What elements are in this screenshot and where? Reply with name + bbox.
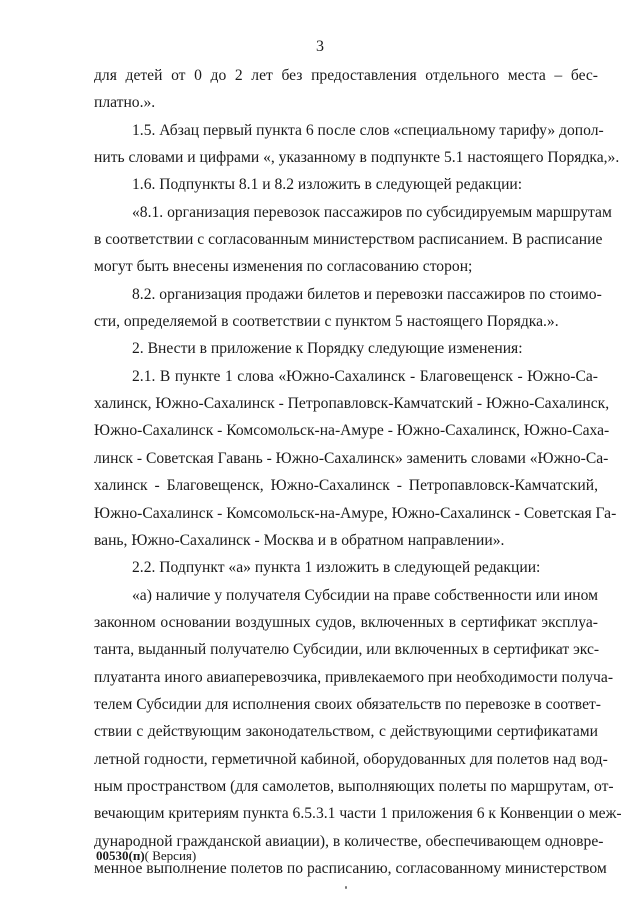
text-line: летной годности, герметичной кабиной, оборудованных для полетов над вод- xyxy=(94,750,608,768)
text-line: «8.1. организация перевозок пассажиров по субсидируемым маршрутам xyxy=(132,203,612,221)
paragraph xyxy=(94,335,598,362)
text-line: 8.2. организация продажи билетов и перевозки пассажиров по стоимо- xyxy=(132,285,602,303)
text-line: ным пространством (для самолетов, выполняющих полеты по маршрутам, от- xyxy=(94,777,614,795)
text-line: халинск - Благовещенск, Южно-Сахалинск - Петропавловск-Камчатский, xyxy=(94,477,598,495)
text-line: сти, определяемой в соответствии с пунктом 5 настоящего Порядка.». xyxy=(94,313,559,331)
text-line: 2. Внести в приложение к Порядку следующие изменения: xyxy=(132,340,523,358)
text-line: «а) наличие у получателя Субсидии на праве собственности или ином xyxy=(132,586,599,604)
text-line: законном основании воздушных судов, включенных в сертификат эксплуа- xyxy=(94,613,598,631)
text-line: 2.2. Подпункт «а» пункта 1 изложить в следующей редакции: xyxy=(132,559,541,577)
text-line: Южно-Сахалинск - Комсомольск-на-Амуре, Южно-Сахалинск - Советская Га- xyxy=(94,504,617,522)
page-number: 3 xyxy=(316,38,324,55)
text-line: 1.6. Подпункты 8.1 и 8.2 изложить в следующей редакции: xyxy=(132,176,523,194)
paragraph xyxy=(94,281,602,336)
text-line: менное выполнение полетов по расписанию, согласованному министерством xyxy=(94,859,607,877)
document-body xyxy=(94,62,622,882)
text-line: нить словами и цифрами «, указанному в подпункте 5.1 настоящего Порядка,». xyxy=(94,149,620,167)
paragraph xyxy=(94,554,598,581)
text-line: плуатанта иного авиаперевозчика, привлекаемого при необходимости получа- xyxy=(94,668,614,686)
text-line: 1.5. Абзац первый пункта 6 после слов «специальному тарифу» допол- xyxy=(132,121,604,139)
text-line: вечающим критериям пункта 6.5.3.1 части 1 приложения 6 к Конвенции о меж- xyxy=(94,805,622,823)
text-line: в соответствии с согласованным министерством расписанием. В расписание xyxy=(94,231,603,249)
text-line: для детей от 0 до 2 лет без предоставления отдельного места – бес- xyxy=(94,67,598,84)
document-version-label: ( Версия) xyxy=(144,848,197,863)
text-line: ствии с действующим законодательством, с действующими сертификатами xyxy=(94,723,598,741)
text-line: Южно-Сахалинск - Комсомольск-на-Амуре - Южно-Сахалинск, Южно-Саха- xyxy=(94,422,610,440)
text-line: 2.1. В пункте 1 слова «Южно-Сахалинск - Благовещенск - Южно-Са- xyxy=(132,367,598,385)
text-line: дународной гражданской авиации), в количестве, обеспечивающем одновре- xyxy=(94,832,604,850)
text-line: телем Субсидии для исполнения своих обязательств по перевозке в соответ- xyxy=(94,695,601,713)
document-code: 00530(п) xyxy=(96,848,145,863)
paragraph xyxy=(94,582,622,883)
paragraph xyxy=(94,171,598,198)
text-line: линск - Советская Гавань - Южно-Сахалинск» заменить словами «Южно-Са- xyxy=(94,449,609,467)
paragraph xyxy=(94,199,612,281)
paragraph xyxy=(94,363,617,554)
document-footer xyxy=(96,848,196,863)
text-line: вань, Южно-Сахалинск - Москва и в обратном направлении». xyxy=(94,531,505,549)
paragraph xyxy=(94,117,620,172)
text-line: халинск, Южно-Сахалинск - Петропавловск-Камчатский - Южно-Сахалинск, xyxy=(94,395,610,413)
text-line: платно.». xyxy=(94,94,156,112)
text-line: танта, выданный получателю Субсидии, или включенных в сертификат экс- xyxy=(94,641,600,659)
paragraph xyxy=(94,62,598,117)
scan-speck xyxy=(345,886,347,889)
text-line: могут быть внесены изменения по согласованию сторон; xyxy=(94,258,473,276)
